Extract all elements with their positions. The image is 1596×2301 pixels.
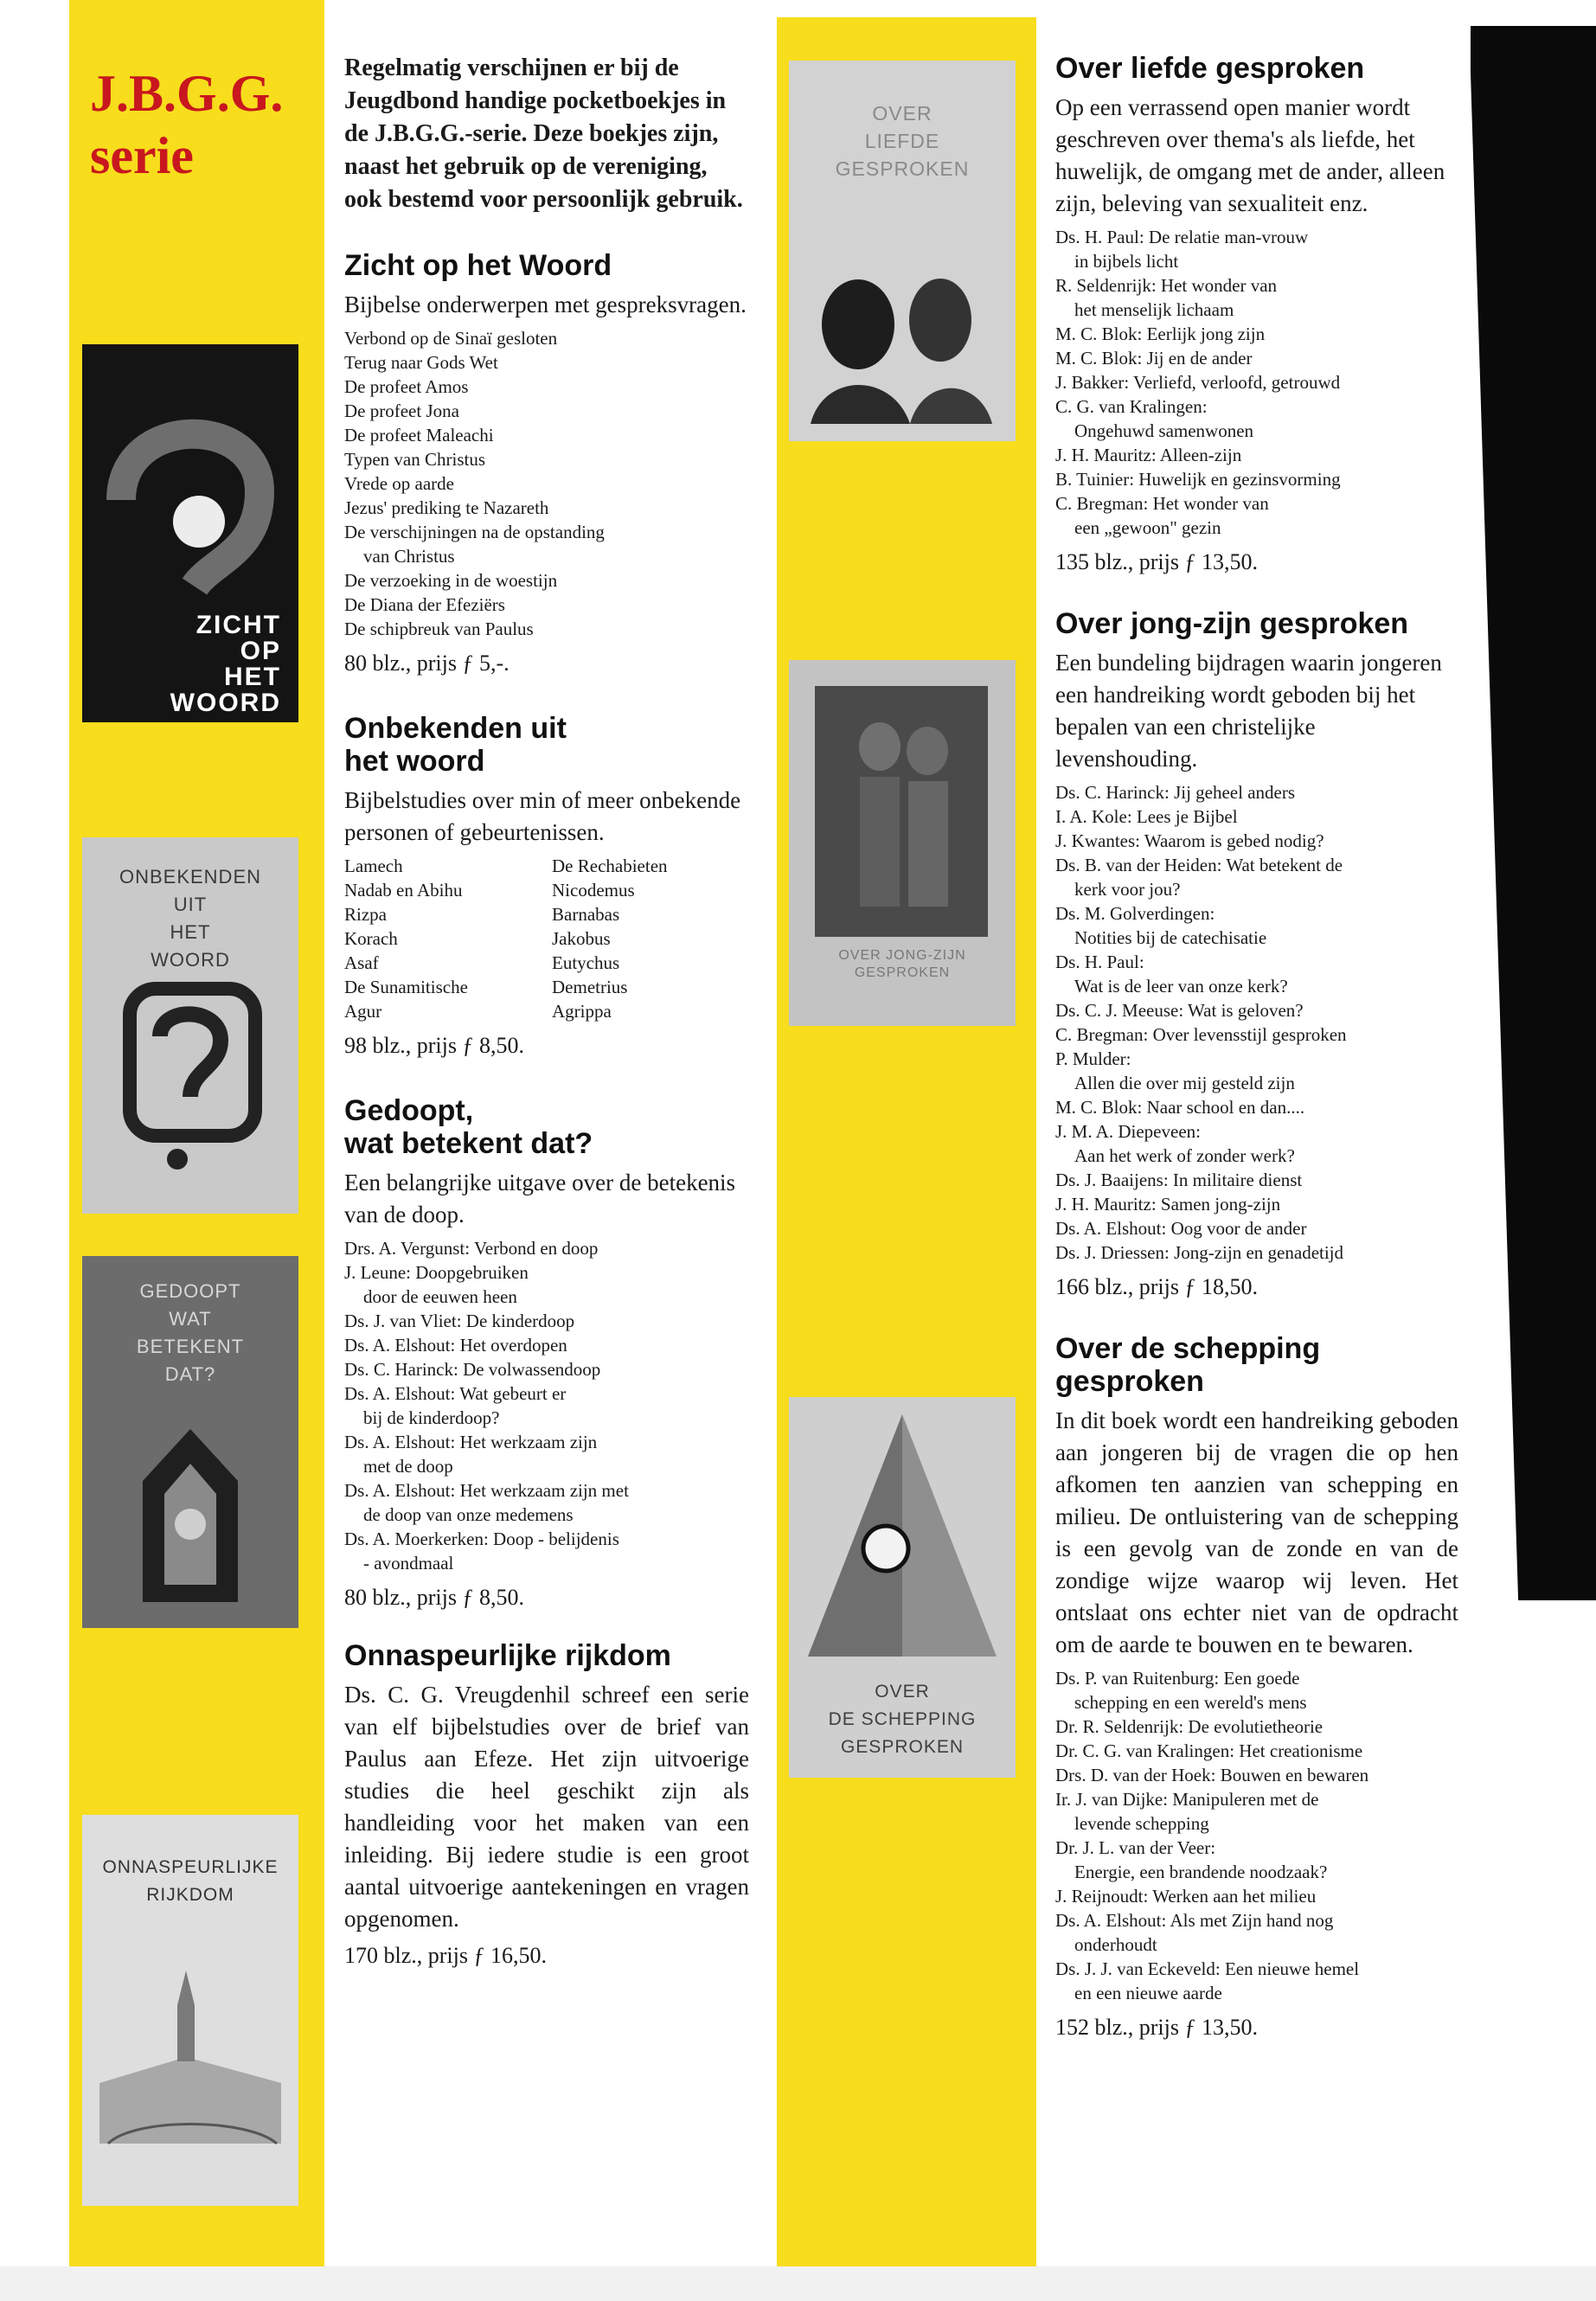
list-item: R. Seldenrijk: Het wonder van	[1055, 275, 1278, 296]
list-item: Ds. A. Elshout: Het werkzaam zijn	[344, 1432, 598, 1452]
list-item: J. Leune: Doopgebruiken	[344, 1262, 529, 1283]
list-item	[1055, 1981, 1458, 2005]
book-liefde	[1055, 52, 1458, 578]
black-edge-shape	[1471, 26, 1596, 1600]
book-price: 152 blz., prijs ƒ 13,50.	[1055, 2015, 1258, 2040]
book-description: Bijbelse onderwerpen met gespreksvragen.	[344, 292, 747, 317]
list-item: Ds. J. Baaijens: In militaire dienst	[1055, 1170, 1303, 1190]
list-item-continuation: het menselijk lichaam	[1074, 299, 1234, 320]
list-item	[1055, 516, 1458, 540]
list-item-continuation: met de doop	[363, 1456, 453, 1477]
list-item-continuation: in bijbels licht	[1074, 251, 1179, 272]
cover-onbekenden-uit-het-woord	[82, 837, 298, 1214]
intro-text: Regelmatig verschijnen er bij de Jeugdbond handige pocketboekjes in de J.B.G.G.-serie. Deze boekjes zijn, naast het gebruik op de vereniging, ook bestemd voor persoonlijk gebruik.	[344, 54, 743, 213]
list-item: Ds. H. Paul:	[1055, 952, 1144, 972]
list-item-continuation: Aan het werk of zonder werk?	[1074, 1145, 1295, 1166]
list-item-continuation: Energie, een brandende noodzaak?	[1074, 1862, 1328, 1882]
book-title	[344, 1094, 749, 1160]
list-item: Ir. J. van Dijke: Manipuleren met de	[1055, 1789, 1319, 1810]
list-item-continuation: schepping en een wereld's mens	[1074, 1692, 1307, 1713]
cover-label: GEDOOPT WAT BETEKENT DAT?	[136, 1280, 245, 1385]
book-title-line2: het woord	[344, 745, 485, 778]
list-item-continuation: van Christus	[363, 546, 455, 567]
list-item: Demetrius	[552, 977, 628, 997]
cover-over-de-schepping-gesproken	[789, 1397, 1016, 1778]
series-title	[90, 62, 315, 187]
list-item-continuation: de doop van onze medemens	[363, 1504, 574, 1525]
book-title-line1: Gedoopt,	[344, 1094, 474, 1127]
list-item: C. G. van Kralingen:	[1055, 396, 1208, 417]
list-item: Ds. H. Paul: De relatie man-vrouw	[1055, 227, 1309, 247]
list-item: De verschijningen na de opstanding	[344, 522, 605, 542]
list-item	[1055, 419, 1458, 443]
list-item: Vrede op aarde	[344, 473, 454, 494]
list-item: De Rechabieten	[552, 856, 668, 876]
cover-label: OVER DE SCHEPPING GESPROKEN	[828, 1682, 977, 1757]
book-jongzijn	[1055, 607, 1458, 1303]
cover-label: OVER JONG-ZIJN GESPROKEN	[838, 948, 966, 980]
list-item: Ds. A. Moerkerken: Doop - belijdenis	[344, 1529, 619, 1549]
book-title	[1055, 1332, 1458, 1398]
list-item: Ds. J. Driessen: Jong-zijn en genadetijd	[1055, 1242, 1344, 1263]
list-item	[1055, 926, 1458, 950]
list-item: Dr. J. L. van der Veer:	[1055, 1837, 1216, 1858]
list-item	[1055, 1144, 1458, 1168]
list-item: Nicodemus	[552, 880, 635, 901]
list-item	[1055, 1860, 1458, 1884]
list-item: Ds. A. Elshout: Het werkzaam zijn met	[344, 1480, 629, 1501]
series-title-line1: J.B.G.G.	[90, 65, 284, 122]
list-item	[344, 544, 749, 568]
list-item: Ds. C. Harinck: De volwassendoop	[344, 1359, 601, 1380]
list-item: Korach	[344, 928, 398, 949]
list-item	[1055, 1071, 1458, 1095]
list-item	[1055, 249, 1458, 273]
list-item: Drs. D. van der Hoek: Bouwen en bewaren	[1055, 1765, 1369, 1785]
cover-label: ONBEKENDEN UIT HET WOORD	[119, 866, 262, 971]
list-item: C. Bregman: Het wonder van	[1055, 493, 1269, 514]
list-item: P. Mulder:	[1055, 1048, 1131, 1069]
list-item: Typen van Christus	[344, 449, 486, 470]
list-item: Agur	[344, 1001, 382, 1022]
column-middle	[344, 52, 749, 1971]
book-price: 80 blz., prijs ƒ 8,50.	[344, 1585, 524, 1610]
list-item: J. H. Mauritz: Alleen-zijn	[1055, 445, 1242, 465]
list-item-continuation: en een nieuwe aarde	[1074, 1983, 1222, 2003]
list-item	[1055, 1690, 1458, 1715]
cover-gedoopt-wat-betekent-dat	[82, 1256, 298, 1628]
list-item: Jakobus	[552, 928, 611, 949]
list-item: J. H. Mauritz: Samen jong-zijn	[1055, 1194, 1281, 1215]
book-description: Ds. C. G. Vreugdenhil schreef een serie van elf bijbelstudies over de brief van Paulus aan Efeze. Het zijn uitvoerige studies die heel geschikt zijn als handleiding voor het maken van een inleiding. Bij iedere studie is een groot aantal uitvoerige aantekeningen en vragen opgenomen.	[344, 1682, 749, 1932]
list-item	[344, 1503, 749, 1527]
list-item: Ds. J. van Vliet: De kinderdoop	[344, 1311, 575, 1331]
list-item: Agrippa	[552, 1001, 612, 1022]
book-price: 98 blz., prijs ƒ 8,50.	[344, 1033, 524, 1058]
list-item: C. Bregman: Over levensstijl gesproken	[1055, 1024, 1347, 1045]
contents-list	[344, 1236, 749, 1575]
book-title-line1: Onbekenden uit	[344, 712, 567, 745]
list-item-continuation: Notities bij de catechisatie	[1074, 927, 1267, 948]
contents-list	[344, 326, 749, 641]
book-title-line2: gesproken	[1055, 1365, 1204, 1398]
book-title: Onnaspeurlijke rijkdom	[344, 1639, 671, 1672]
book-description: Op een verrassend open manier wordt geschreven over thema's als liefde, het huwelijk, de omgang met de ander, alleen zijn, beleving van sexualiteit enz.	[1055, 94, 1445, 216]
list-item: De Sunamitische	[344, 977, 468, 997]
cover-over-jong-zijn-gesproken	[789, 660, 1016, 1026]
list-item: J. Kwantes: Waarom is gebed nodig?	[1055, 830, 1324, 851]
list-item: De profeet Jona	[344, 401, 459, 421]
contents-list	[1055, 1666, 1458, 2005]
list-item: Terug naar Gods Wet	[344, 352, 498, 373]
list-item: Dr. R. Seldenrijk: De evolutietheorie	[1055, 1716, 1324, 1737]
contents-list	[1055, 780, 1458, 1265]
list-item-continuation: Ongehuwd samenwonen	[1074, 420, 1254, 441]
list-item	[344, 1551, 749, 1575]
list-item-continuation: Allen die over mij gesteld zijn	[1074, 1073, 1295, 1093]
list-item: De profeet Maleachi	[344, 425, 494, 445]
cover-zicht-op-het-woord	[82, 344, 298, 722]
list-item: J. Reijnoudt: Werken aan het milieu	[1055, 1886, 1317, 1907]
list-item: Jezus' prediking te Nazareth	[344, 497, 549, 518]
list-item	[344, 1285, 749, 1309]
cover-over-liefde-gesproken	[789, 61, 1016, 441]
list-item: De verzoeking in de woestijn	[344, 570, 558, 591]
question-mark-graphic	[82, 837, 298, 1214]
list-item: M. C. Blok: Jij en de ander	[1055, 348, 1253, 369]
book-onnaspeurlijke	[344, 1639, 749, 1971]
book-title	[344, 712, 749, 778]
persons-grid	[344, 854, 749, 1023]
list-item: J. M. A. Diepeveen:	[1055, 1121, 1201, 1142]
cover-label: ZICHT OP HET WOORD	[170, 611, 281, 717]
list-item: Lamech	[344, 856, 403, 876]
book-zicht	[344, 249, 749, 679]
list-item-continuation: onderhoudt	[1074, 1934, 1157, 1955]
list-item: Ds. A. Elshout: Als met Zijn hand nog	[1055, 1910, 1334, 1931]
list-item: Ds. A. Elshout: Het overdopen	[344, 1335, 567, 1356]
list-item: Barnabas	[552, 904, 620, 925]
book-title-line1: Over de schepping	[1055, 1332, 1321, 1365]
book-price: 135 blz., prijs ƒ 13,50.	[1055, 549, 1258, 574]
list-item-continuation: door de eeuwen heen	[363, 1286, 517, 1307]
book-gedoopt	[344, 1094, 749, 1613]
list-item: Ds. M. Golverdingen:	[1055, 903, 1215, 924]
church-drawing	[82, 1815, 298, 2206]
list-item: Ds. A. Elshout: Wat gebeurt er	[344, 1383, 567, 1404]
list-item	[344, 1406, 749, 1430]
list-item: De schipbreuk van Paulus	[344, 619, 534, 639]
cover-label: OVER LIEFDE GESPROKEN	[835, 102, 970, 180]
list-item: J. Bakker: Verliefd, verloofd, getrouwd	[1055, 372, 1341, 393]
list-item: Ds. B. van der Heiden: Wat betekent de	[1055, 855, 1343, 875]
list-item: B. Tuinier: Huwelijk en gezinsvorming	[1055, 469, 1341, 490]
list-item: M. C. Blok: Eerlijk jong zijn	[1055, 324, 1266, 344]
list-item-continuation: een „gewoon" gezin	[1074, 517, 1221, 538]
book-price: 170 blz., prijs ƒ 16,50.	[344, 1943, 547, 1968]
list-item	[1055, 877, 1458, 901]
bottom-margin	[0, 2266, 1596, 2301]
list-item-continuation: levende schepping	[1074, 1813, 1209, 1834]
list-item: Nadab en Abihu	[344, 880, 463, 901]
list-item: Dr. C. G. van Kralingen: Het creationisme	[1055, 1740, 1363, 1761]
list-item: Ds. J. J. van Eckeveld: Een nieuwe hemel	[1055, 1958, 1360, 1979]
baptism-font-graphic	[82, 1256, 298, 1628]
book-description: In dit boek wordt een handreiking geboden aan jongeren bij de vragen die op hen afkomen ten aanzien van schepping en milieu. De ontluistering van de schepping is een gevolg van de zonde en van de zondige wijze waarop wij leven. Het ontslaat ons echter niet van de opdracht om de aarde te bouwen en te bewaren.	[1055, 1407, 1458, 1657]
list-item	[1055, 298, 1458, 322]
book-description: Een belangrijke uitgave over de betekenis van de doop.	[344, 1170, 736, 1227]
series-title-line2: serie	[90, 127, 194, 184]
list-item: Eutychus	[552, 952, 620, 973]
list-item-continuation: - avondmaal	[363, 1553, 454, 1574]
list-item: Ds. C. Harinck: Jij geheel anders	[1055, 782, 1296, 803]
book-title-line2: wat betekent dat?	[344, 1127, 593, 1160]
book-schepping	[1055, 1332, 1458, 2043]
list-item-continuation: Wat is de leer van onze kerk?	[1074, 976, 1288, 997]
list-item: I. A. Kole: Lees je Bijbel	[1055, 806, 1238, 827]
book-title: Zicht op het Woord	[344, 249, 612, 282]
list-item	[1055, 1811, 1458, 1836]
list-item: Ds. C. J. Meeuse: Wat is geloven?	[1055, 1000, 1304, 1021]
cover-label: ONNASPEURLIJKE RIJKDOM	[102, 1857, 279, 1905]
book-title: Over liefde gesproken	[1055, 52, 1365, 85]
book-title: Over jong-zijn gesproken	[1055, 607, 1409, 640]
book-description: Bijbelstudies over min of meer onbekende personen of gebeurtenissen.	[344, 787, 741, 845]
list-item: Rizpa	[344, 904, 387, 925]
cover-onnaspeurlijke-rijkdom	[82, 1815, 298, 2206]
list-item: Drs. A. Vergunst: Verbond en doop	[344, 1238, 599, 1259]
list-item: Ds. P. van Ruitenburg: Een goede	[1055, 1668, 1300, 1689]
book-price: 80 blz., prijs ƒ 5,-.	[344, 651, 510, 676]
list-item-continuation: kerk voor jou?	[1074, 879, 1181, 900]
book-description: Een bundeling bijdragen waarin jongeren een handreiking wordt geboden bij het bepalen van een christelijke levenshouding.	[1055, 650, 1442, 772]
list-item	[1055, 974, 1458, 998]
list-item: De Diana der Efeziërs	[344, 594, 505, 615]
list-item: Asaf	[344, 952, 379, 973]
list-item: M. C. Blok: Naar school en dan....	[1055, 1097, 1305, 1118]
couple-portrait-graphic	[789, 61, 1016, 441]
book-onbekenden	[344, 712, 749, 1061]
list-item	[1055, 1932, 1458, 1957]
contents-list	[1055, 225, 1458, 540]
column-right	[1055, 52, 1458, 2043]
book-price: 166 blz., prijs ƒ 18,50.	[1055, 1274, 1258, 1299]
list-item: Ds. A. Elshout: Oog voor de ander	[1055, 1218, 1307, 1239]
list-item: De profeet Amos	[344, 376, 469, 397]
list-item-continuation: bij de kinderdoop?	[363, 1407, 500, 1428]
list-item: Verbond op de Sinaï gesloten	[344, 328, 558, 349]
list-item	[344, 1454, 749, 1478]
